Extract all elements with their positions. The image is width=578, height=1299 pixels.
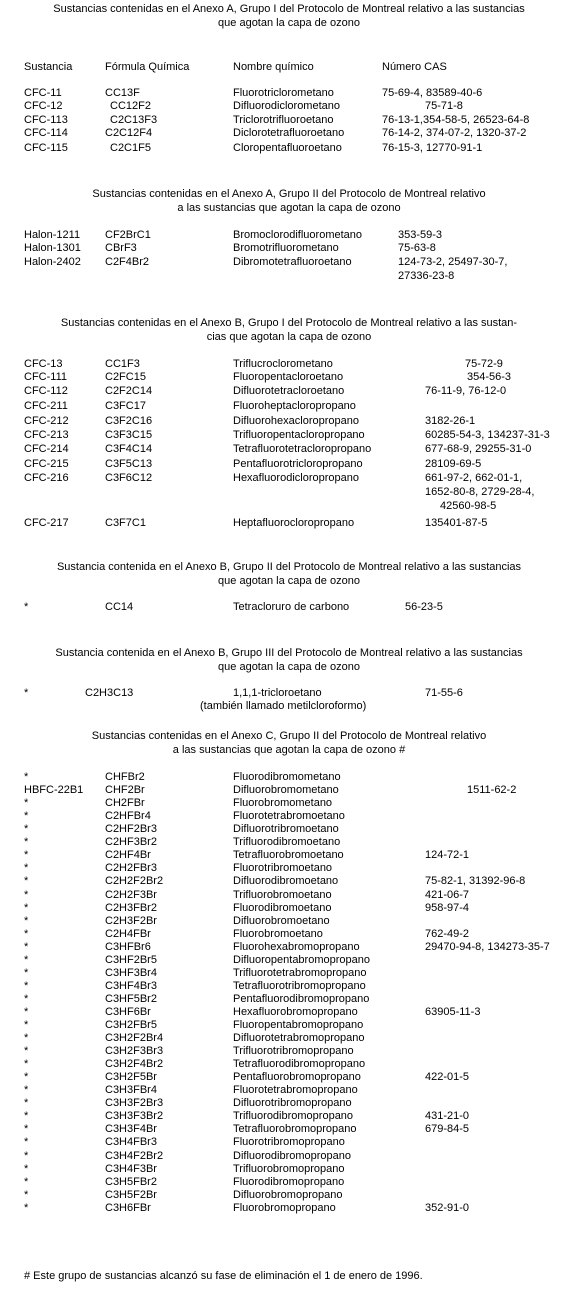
substance-code: *: [24, 953, 29, 966]
cas-number: 679-84-5: [425, 1123, 470, 1136]
cas-number: 75-69-4, 83589-40-6: [382, 87, 483, 99]
chemical-formula: C3F4C14: [105, 443, 153, 455]
chemical-formula: CH2FBr: [105, 797, 145, 810]
chemical-formula: C2H3C13: [85, 687, 134, 699]
substance-code: *: [24, 1019, 29, 1031]
section-title-line: Sustancias contenidas en el Anexo A, Grupo II del Protocolo de Montreal relativo: [92, 188, 486, 200]
substance-code: CFC-211: [24, 400, 68, 412]
chemical-name: Difluorotetrabromopropano: [233, 1032, 365, 1044]
cas-number: 1511-62-2: [467, 784, 517, 796]
substance-code: CFC-217: [24, 517, 69, 529]
cas-number: 75-82-1, 31392-96-8: [425, 875, 526, 888]
chemical-name: Pentafluorobromopropano: [233, 1071, 361, 1084]
substance-code: *: [24, 601, 29, 613]
substance-code: *: [24, 1201, 29, 1214]
substance-code: *: [24, 1071, 29, 1084]
chemical-formula: C3F3C15: [105, 429, 153, 441]
header-sustancia: Sustancia: [24, 61, 73, 73]
substance-code: Halon-2402: [24, 256, 81, 268]
cas-number-continued: 27336-23-8: [398, 270, 455, 282]
cas-number-continued: 42560-98-5: [440, 500, 497, 512]
chemical-formula: C3FC17: [105, 400, 146, 412]
substance-code: *: [24, 1032, 29, 1044]
chemical-formula: C2C12F4: [105, 127, 153, 139]
chemical-formula: C3HF4Br3: [105, 979, 157, 992]
cas-number: 75-63-8: [398, 242, 436, 254]
section-title-line: que agotan la capa de ozono: [218, 661, 360, 673]
chemical-name: Diclorotetrafluoroetano: [233, 127, 345, 139]
chemical-name: Difluorobromoetano: [233, 914, 330, 927]
chemical-formula: CC14: [105, 601, 134, 613]
chemical-name: Cloropentafluoroetano: [233, 142, 342, 154]
chemical-formula: C3F7C1: [105, 517, 146, 529]
chemical-name: Trifluorodibromopropano: [233, 1110, 354, 1123]
chemical-name: Fluorodibromopropano: [233, 1175, 345, 1188]
substance-code: *: [24, 862, 29, 875]
chemical-name: Triclorotrifluoroetano: [233, 114, 334, 126]
header-nombre: Nombre químico: [233, 61, 314, 73]
chemical-name: 1,1,1-tricloroetano: [233, 687, 322, 699]
chemical-formula: CBrF3: [105, 242, 137, 254]
chemical-formula: C2H2F2Br2: [105, 875, 164, 888]
substance-code: *: [24, 966, 29, 979]
chemical-formula: C3H3F4Br: [105, 1123, 157, 1136]
chemical-formula: C2H2FBr3: [105, 862, 157, 875]
substance-code: *: [24, 797, 29, 810]
chemical-formula: CHF2Br: [105, 784, 145, 796]
substance-code: *: [24, 823, 29, 836]
chemical-name: Fluorobromometano: [233, 797, 333, 810]
section-title-line: Sustancia contenida en el Anexo B, Grupo II del Protocolo de Montreal relativo a las sustancias: [56, 561, 522, 573]
chemical-formula: C3HF3Br4: [105, 966, 157, 979]
section-title-line: Sustancias contenidas en el Anexo C, Grupo II del Protocolo de Montreal relativo: [91, 730, 487, 742]
substance-code: *: [24, 687, 29, 699]
chemical-name: Fluorodibromoetano: [233, 901, 332, 914]
substance-code: CFC-113: [24, 114, 68, 126]
cas-number: 354-56-3: [467, 371, 512, 383]
substance-code: *: [24, 771, 29, 783]
section-title-line: que agotan la capa de ozono: [218, 575, 360, 587]
chemical-name: Difluorodibromopropano: [233, 1149, 352, 1162]
chemical-name: Fluoropentabromopropano: [233, 1019, 364, 1031]
section-5-title: [0, 646, 578, 674]
chemical-name: Fluoroheptacloropropano: [233, 400, 356, 412]
chemical-name: Tetracloruro de carbono: [233, 601, 350, 613]
substance-code: *: [24, 1005, 29, 1018]
substance-code: *: [24, 1162, 29, 1175]
substance-code: CFC-11: [24, 87, 62, 99]
chemical-name: Fluorotribromoetano: [233, 862, 333, 875]
cas-number: 421-06-7: [425, 888, 470, 901]
cas-number: 431-21-0: [425, 1110, 470, 1123]
chemical-name: Difluorodiclorometano: [233, 100, 340, 112]
substance-code: HBFC-22B1: [24, 784, 84, 796]
cas-number: 76-13-1,354-58-5, 26523-64-8: [382, 114, 530, 126]
chemical-name: Tetrafluorotribromopropano: [233, 979, 366, 992]
substance-code: *: [24, 888, 29, 901]
substance-code: *: [24, 901, 29, 914]
chemical-formula: C3HF2Br5: [105, 953, 157, 966]
chemical-name: Heptafluorocloropropano: [233, 517, 355, 529]
cas-number: 76-11-9, 76-12-0: [425, 385, 507, 397]
chemical-formula: C3H2F3Br3: [105, 1045, 164, 1057]
section-1-title: [0, 2, 578, 30]
substance-code: *: [24, 1058, 29, 1071]
chemical-formula: C3H2F5Br: [105, 1071, 157, 1084]
chemical-name: Difluoropentabromopropano: [233, 953, 370, 966]
chemical-formula: CC1F3: [105, 358, 140, 370]
substance-code: CFC-13: [24, 358, 63, 370]
header-cas: Número CAS: [382, 61, 447, 73]
chemical-formula: C3H4F2Br2: [105, 1149, 164, 1162]
substance-code: *: [24, 979, 29, 992]
cas-number: 76-14-2, 374-07-2, 1320-37-2: [382, 127, 527, 139]
substance-code: Halon-1301: [24, 242, 81, 254]
chemical-formula: C2HF3Br2: [105, 836, 157, 849]
cas-number: 60285-54-3, 134237-31-3: [425, 429, 550, 441]
substance-code: *: [24, 992, 29, 1005]
chemical-name: Difluorohexacloropropano: [233, 415, 359, 427]
chemical-formula: CC13F: [105, 87, 140, 99]
chemical-formula: CHFBr2: [105, 771, 145, 783]
chemical-formula: C3H2F2Br4: [105, 1032, 164, 1044]
section-title-line: Sustancias contenidas en el Anexo B, Grupo I del Protocolo de Montreal relativo a las sustan-: [60, 317, 518, 329]
chemical-formula: C3H6FBr: [105, 1201, 151, 1214]
chemical-formula: C3H2FBr5: [105, 1019, 157, 1031]
chemical-name: Pentafluorodibromopropano: [233, 992, 370, 1005]
cas-number: 124-73-2, 25497-30-7,: [398, 256, 508, 268]
chemical-formula: C3H2F4Br2: [105, 1058, 164, 1071]
cas-number: 353-59-3: [398, 229, 443, 241]
chemical-name: Fluorobromoetano: [233, 927, 323, 940]
chemical-name: Triflucroclorometano: [233, 358, 333, 370]
chemical-name: Hexafluorodicloropropano: [233, 472, 359, 484]
substance-code: *: [24, 836, 29, 849]
header-formula: Fórmula Química: [105, 61, 190, 73]
chemical-name: Fluorotetrabromoetano: [233, 810, 345, 823]
chemical-name: Fluorotriclorometano: [233, 87, 334, 99]
chemical-formula: C2H3F2Br: [105, 914, 157, 927]
substance-code: *: [24, 1045, 29, 1057]
section-2-title: [0, 187, 578, 215]
chemical-formula: CF2BrC1: [105, 229, 151, 241]
substance-code: Halon-1211: [24, 229, 81, 241]
substance-code: CFC-212: [24, 415, 69, 427]
chemical-name: Difluorotribromopropano: [233, 1097, 352, 1110]
cas-number: 422-01-5: [425, 1071, 470, 1084]
section-title-line: Sustancias contenidas en el Anexo A, Grupo I del Protocolo de Montreal relativo a las sustancias: [53, 3, 525, 15]
chemical-formula: C3F5C13: [105, 458, 153, 470]
section-6-title: [0, 729, 578, 757]
chemical-name: Hexafluorobromopropano: [233, 1005, 358, 1018]
chemical-name: Fluorohexabromopropano: [233, 940, 360, 953]
cas-number: 677-68-9, 29255-31-0: [425, 443, 532, 455]
chemical-formula: C2HF2Br3: [105, 823, 157, 836]
chemical-name: Fluorotribromopropano: [233, 1136, 345, 1149]
chemical-name: Trifluorobromopropano: [233, 1162, 345, 1175]
cas-number: 75-71-8: [425, 100, 463, 112]
cas-number: 661-97-2, 662-01-1,: [425, 472, 523, 484]
cas-number: 56-23-5: [405, 601, 443, 613]
chemical-formula: C2HFBr4: [105, 810, 151, 823]
cas-number: 135401-87-5: [425, 517, 488, 529]
cas-number: 75-72-9: [465, 358, 503, 370]
substance-code: CFC-111: [24, 371, 67, 383]
section-4-title: [0, 560, 578, 588]
chemical-formula: C3HF5Br2: [105, 992, 157, 1005]
substance-code: CFC-112: [24, 385, 68, 397]
chemical-formula: C2C13F3: [110, 114, 158, 126]
substance-code: *: [24, 810, 29, 823]
section-3-title: [0, 316, 578, 344]
chemical-name: Bromoclorodifluorometano: [233, 229, 363, 241]
section-title-line: Sustancia contenida en el Anexo B, Grupo III del Protocolo de Montreal relativo a las sustancias: [55, 647, 523, 659]
substance-code: CFC-214: [24, 443, 69, 455]
chemical-formula: C3H3FBr4: [105, 1084, 157, 1097]
chemical-name: Trifluorodibromoetano: [233, 836, 341, 849]
substance-code: *: [24, 1084, 29, 1097]
chemical-formula: CC12F2: [110, 100, 151, 112]
substance-code: *: [24, 875, 29, 888]
chemical-formula: C3H5F2Br: [105, 1188, 157, 1201]
chemical-name: Tetrafluorodibromopropano: [233, 1058, 366, 1071]
cas-number: 762-49-2: [425, 927, 470, 940]
chemical-formula: C2F4Br2: [105, 256, 150, 268]
section-title-line: cias que agotan la capa de ozono: [206, 331, 372, 343]
chemical-name: Difluorotetracloroetano: [233, 385, 345, 397]
substance-code: CFC-114: [24, 127, 68, 139]
cas-number: 124-72-1: [425, 849, 470, 862]
chemical-formula: C2FC15: [105, 371, 146, 383]
chemical-formula: C2HF4Br: [105, 849, 151, 862]
substance-code: *: [24, 1110, 29, 1123]
substance-code: *: [24, 1175, 29, 1188]
chemical-formula: C3H4F3Br: [105, 1162, 157, 1175]
section-title-line: a las sustancias que agotan la capa de ozono: [177, 202, 401, 214]
substance-code: CFC-213: [24, 429, 69, 441]
substance-code: CFC-115: [24, 142, 68, 154]
substance-code: CFC-215: [24, 458, 69, 470]
chemical-name: Difluorotribromoetano: [233, 823, 339, 836]
section-title-line: a las sustancias que agotan la capa de ozono #: [172, 744, 406, 756]
cas-number: 958-97-4: [425, 901, 470, 914]
chemical-name: Fluorobromopropano: [233, 1201, 336, 1214]
cas-number: 352-91-0: [425, 1201, 470, 1214]
chemical-name: Trifluorotribromopropano: [233, 1045, 354, 1057]
chemical-name: Difluorodibromoetano: [233, 875, 339, 888]
chemical-name: Bromotrifluorometano: [233, 242, 339, 254]
cas-number: 63905-11-3: [425, 1005, 481, 1018]
chemical-formula: C2C1F5: [110, 142, 151, 154]
cas-number-continued: 1652-80-8, 2729-28-4,: [425, 486, 535, 498]
chemical-name: Fluoropentacloroetano: [233, 371, 344, 383]
substance-code: CFC-12: [24, 100, 63, 112]
chemical-formula: C2H4FBr: [105, 927, 151, 940]
chemical-name: Trifluorotetrabromopropano: [233, 966, 367, 979]
cas-number: 3182-26-1: [425, 415, 476, 427]
chemical-formula: C3H3F2Br3: [105, 1097, 164, 1110]
cas-number: 71-55-6: [425, 687, 463, 699]
substance-code: *: [24, 1188, 29, 1201]
chemical-name: Tetrafluorobromopropano: [233, 1123, 357, 1136]
substance-code: *: [24, 914, 29, 927]
chemical-formula: C3H5FBr2: [105, 1175, 157, 1188]
substance-code: *: [24, 927, 29, 940]
chemical-name: Trifluorobromoetano: [233, 888, 332, 901]
substance-code: *: [24, 1097, 29, 1110]
chemical-name: Fluorodibromometano: [233, 771, 341, 783]
substance-code: CFC-216: [24, 472, 69, 484]
section-title-line: que agotan la capa de ozono: [218, 17, 360, 29]
chemical-name: Difluorobromometano: [233, 784, 339, 796]
chemical-formula: C3F6C12: [105, 472, 153, 484]
chemical-name: Pentafluorotricloropropano: [233, 458, 363, 470]
chemical-formula: C2H2F3Br: [105, 888, 157, 901]
chemical-name-note: (también llamado metilcloroformo): [200, 700, 367, 712]
chemical-name: Trifluoropentacloropropano: [233, 429, 365, 441]
chemical-name: Tetrafluorobromoetano: [233, 849, 344, 862]
chemical-formula: C3HFBr6: [105, 940, 151, 953]
chemical-name: Dibromotetrafluoroetano: [233, 256, 352, 268]
chemical-formula: C3F2C16: [105, 415, 153, 427]
cas-number: 28109-69-5: [425, 458, 482, 470]
chemical-name: Tetrafluorotetracloropropano: [233, 443, 372, 455]
chemical-formula: C2H3FBr2: [105, 901, 157, 914]
chemical-formula: C2F2C14: [105, 385, 153, 397]
chemical-formula: C3H4FBr3: [105, 1136, 157, 1149]
cas-number: 76-15-3, 12770-91-1: [382, 142, 483, 154]
substance-code: *: [24, 1123, 29, 1136]
chemical-formula: C3H3F3Br2: [105, 1110, 164, 1123]
chemical-name: Fluorotetrabromopropano: [233, 1084, 358, 1097]
substance-code: *: [24, 940, 29, 953]
footnote: # Este grupo de sustancias alcanzó su fase de eliminación el 1 de enero de 1996.: [24, 1270, 423, 1282]
chemical-name: Difluorobromopropano: [233, 1188, 343, 1201]
substance-code: *: [24, 1149, 29, 1162]
chemical-formula: C3HF6Br: [105, 1005, 151, 1018]
cas-number: 29470-94-8, 134273-35-7: [425, 940, 550, 953]
substance-code: *: [24, 849, 29, 862]
substance-code: *: [24, 1136, 29, 1149]
